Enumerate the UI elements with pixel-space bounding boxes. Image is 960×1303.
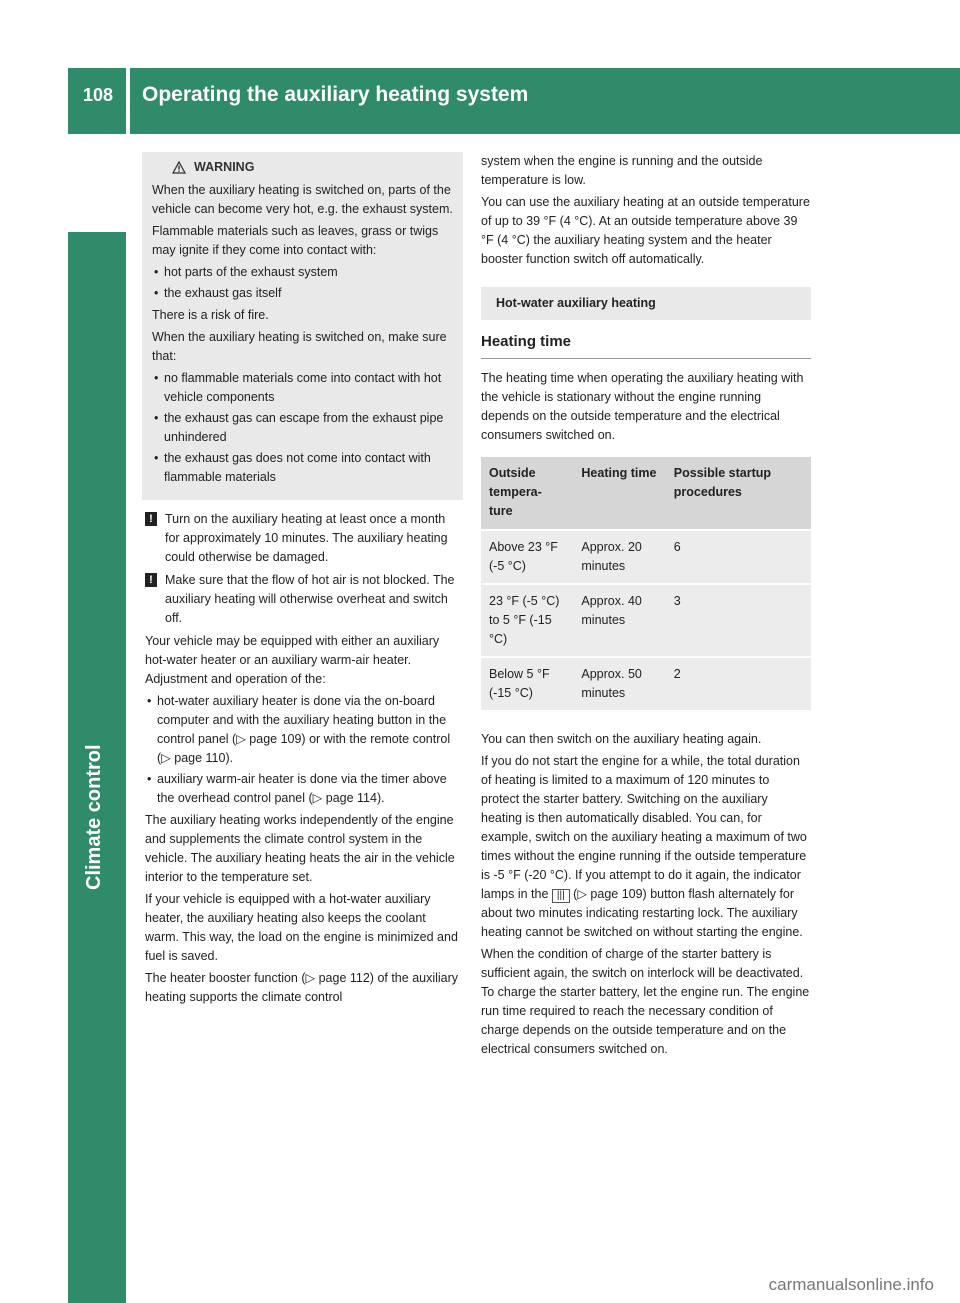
- side-tab-label: Climate control: [83, 744, 105, 890]
- page-number: 108: [82, 85, 114, 105]
- warning-triangle-icon: [172, 161, 186, 174]
- warning-box: [142, 152, 463, 500]
- list-item: • hot-water auxiliary heater is done via the on-board computer and with the auxiliary heating button in the control panel (▷ page 109) or with the remote control (▷ page 110).: [157, 692, 463, 768]
- page-title: Operating the auxiliary heating system: [142, 83, 529, 106]
- table-cell: Approx. 20 minutes: [573, 530, 665, 584]
- note-exclamation-icon: !: [145, 512, 157, 526]
- table-header: Outside tempera-ture: [481, 457, 573, 530]
- body-text: Your vehicle may be equipped with either an auxiliary hot-water heater or an auxiliary warm-air heater. Adjustment and operation of the:: [145, 634, 440, 686]
- table-cell: Approx. 50 minutes: [573, 657, 665, 711]
- warning-text: When the auxiliary heating is switched on, parts of the vehicle can become very hot, e.g. the exhaust system.: [152, 183, 453, 216]
- body-text: The auxiliary heating works independently of the engine and supplements the climate control system in the vehicle. The auxiliary heating heats the air in the vehicle interior to the temperature set.: [145, 813, 455, 884]
- right-column: [481, 152, 811, 1062]
- body-text: system when the engine is running and the outside temperature is low.: [481, 154, 763, 187]
- warning-title: WARNING: [194, 160, 255, 174]
- table-cell: 3: [666, 584, 811, 657]
- body-text: If your vehicle is equipped with a hot-water auxiliary heater, the auxiliary heating also keeps the coolant warm. This way, the load on the engine is minimized and fuel is saved.: [145, 892, 458, 963]
- table-cell: 6: [666, 530, 811, 584]
- table-cell: Approx. 40 minutes: [573, 584, 665, 657]
- body-text: [481, 752, 811, 942]
- sub-heading: Heating time: [481, 332, 811, 359]
- list-item: • auxiliary warm-air heater is done via the timer above the overhead control panel (▷ page 114).: [157, 770, 463, 808]
- table-cell: Below 5 °F (-15 °C): [481, 657, 573, 711]
- note: [145, 510, 463, 567]
- bullet-list: [145, 692, 463, 808]
- note-exclamation-icon: !: [145, 573, 157, 587]
- table-header-row: [481, 457, 811, 530]
- watermark[interactable]: carmanualsonline.info: [768, 1275, 934, 1294]
- left-column: [145, 152, 463, 1010]
- table-row: [481, 657, 811, 711]
- table-cell: 23 °F (-5 °C) to 5 °F (-15 °C): [481, 584, 573, 657]
- body-text-part: (▷ page 109) button flash alternately for about two minutes indicating restarting lock. The auxiliary heating cannot be switched on without starting the engine.: [481, 887, 803, 939]
- table-cell: 2: [666, 657, 811, 711]
- table-header: Possible startup procedures: [666, 457, 811, 530]
- note-text: Make sure that the flow of hot air is not blocked. The auxiliary heating will otherwise overheat and switch off.: [165, 573, 455, 625]
- warning-text: Flammable materials such as leaves, grass or twigs may ignite if they come into contact with:: [152, 224, 439, 257]
- warning-text: There is a risk of fire.: [152, 308, 269, 322]
- warning-list: [152, 369, 453, 487]
- note-text: Turn on the auxiliary heating at least once a month for approximately 10 minutes. The auxiliary heating could otherwise be damaged.: [165, 512, 448, 564]
- warning-list: [152, 263, 453, 303]
- body-text: You can then switch on the auxiliary heating again.: [481, 732, 762, 746]
- body-text: The heating time when operating the auxiliary heating with the vehicle is stationary without the engine running depends on the outside temperature and the electrical consumers switched on.: [481, 371, 804, 442]
- note: [145, 571, 463, 628]
- body-text-part: If you do not start the engine for a while, the total duration of heating is limited to a maximum of 120 minutes to protect the starter battery. Switching on the auxiliary heating is then automatically disabled. You can, for example, switch on the auxiliary heating a maximum of two times without the engine running if the outside temperature is -5 °F (-20 °C). If you attempt to do it again, the indicator lamps in the: [481, 754, 807, 901]
- body-text: The heater booster function (▷ page 112) of the auxiliary heating supports the climate control: [145, 971, 459, 1004]
- list-item: • the exhaust gas does not come into contact with flammable materials: [164, 449, 453, 487]
- body-text: You can use the auxiliary heating at an outside temperature of up to 39 °F (4 °C). At an outside temperature above 39 °F (4 °C) the auxiliary heating system and the heater booster function switch off automatically.: [481, 195, 810, 266]
- heating-time-table: [481, 457, 811, 712]
- list-item: • the exhaust gas can escape from the exhaust pipe unhindered: [164, 409, 453, 447]
- body-text: When the condition of charge of the starter battery is sufficient again, the switch on interlock will be deactivated. To charge the starter battery, let the engine run. The engine run time required to reach the necessary condition of charge depends on the outside temperature and on the electrical consumers switched on.: [481, 947, 810, 1056]
- warning-text: When the auxiliary heating is switched on, make sure that:: [152, 330, 447, 363]
- table-row: [481, 530, 811, 584]
- list-item: • the exhaust gas itself: [164, 284, 453, 303]
- auxiliary-heating-button-icon: |||: [552, 889, 570, 903]
- table-cell: Above 23 °F (-5 °C): [481, 530, 573, 584]
- list-item: • hot parts of the exhaust system: [164, 263, 453, 282]
- section-title: Hot-water auxiliary heating: [481, 287, 811, 320]
- table-header: Heating time: [573, 457, 665, 530]
- table-row: [481, 584, 811, 657]
- list-item: • no flammable materials come into contact with hot vehicle components: [164, 369, 453, 407]
